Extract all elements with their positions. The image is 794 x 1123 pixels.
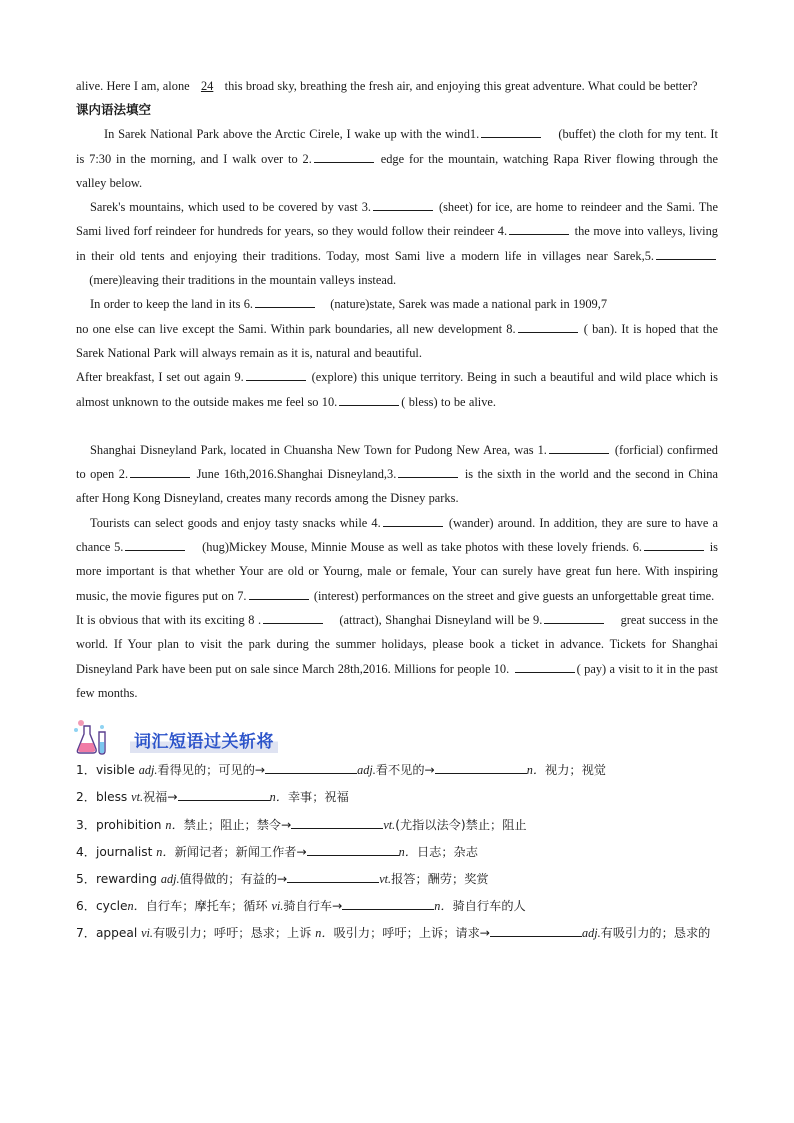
vocab-item-3: 3．prohibition n．禁止；阻止；禁令→ vt.(尤指以法令)禁止；阻止 [76,812,718,839]
worksheet-page [76,74,718,948]
blank-p2-4[interactable] [383,513,443,527]
blank-1[interactable] [481,124,541,138]
vocab-blank-7[interactable] [490,923,582,937]
vocab-list [76,757,718,947]
intro-text: alive. Here I am, alone [76,79,190,93]
passage1-para2: Sarek's mountains, which used to be covered by vast 3. (sheet) for ice, are home to reindeer and the Sami. The Sami lived forf reindeer for hundreds for years, so they would follow their reindeer 4. the move into valleys, living in their old tents and enjoying their traditions. Today, most Sami live a modern life in villages near Sarek,5. (mere)leaving their traditions in the mountain valleys instead. [76,195,718,292]
blank-p2-3[interactable] [398,464,458,478]
vocab-item-1: 1．visible adj.看得见的；可见的→ adj.看不见的→ n．视力；视觉 [76,757,718,784]
vocab-item-2: 2．bless vt.祝福→ n．幸事；祝福 [76,784,718,811]
blank-6[interactable] [255,294,315,308]
blank-p2-10[interactable] [515,659,575,673]
blank-3[interactable] [373,197,433,211]
blank-p2-9[interactable] [544,610,604,624]
passage1-para4: no one else can live except the Sami. Within park boundaries, all new development 8. ( ban). It is hoped that the Sarek National Park will always remain as it is, natural and beautiful. [76,317,718,366]
chemistry-flask-icon [70,717,114,757]
section-title: 课内语法填空 [76,102,152,118]
vocab-blank-5[interactable] [287,869,379,883]
blank-4[interactable] [509,221,569,235]
vocab-blank-2[interactable] [178,787,270,801]
vocab-blank-6[interactable] [342,896,434,910]
blank-2[interactable] [314,149,374,163]
blank-p2-6[interactable] [644,537,704,551]
passage2-para2: Tourists can select goods and enjoy tasty snacks while 4. (wander) around. In addition, they are sure to have a chance 5. (hug)Mickey Mouse, Minnie Mouse as well as take photos with these lovely friends. 6. is more important is that whether Your are old or Yourng, male or female, Your can surely have great fun here. With inspiring music, the movie figures put on 7. (interest) performances on the street and give guests an unforgettable great time. [76,511,718,608]
intro-text-end: this broad sky, breathing the fresh air, and enjoying this great adventure. What could be better? [221,79,698,93]
passage1-para1: In Sarek National Park above the Arctic Cirele, I wake up with the wind1. (buffet) the cloth for my tent. It is 7:30 in the morning, and I walk over to 2. edge for the mountain, watching Rapa River flowing through the valley below. [76,122,718,195]
vocab-section-title: 词汇短语过关斩将 [130,727,278,753]
blank-8[interactable] [518,319,578,333]
vocab-blank-1a[interactable] [265,760,357,774]
passage2-para1: Shanghai Disneyland Park, located in Chuansha New Town for Pudong New Area, was 1. (forficial) confirmed to open 2. June 16th,2016.Shanghai Disneyland,3. is the sixth in the world and the second in China after Hong Kong Disneyland, creates many records among the Disney parks. [76,438,718,511]
blank-p2-2[interactable] [130,464,190,478]
vocab-blank-3[interactable] [291,815,383,829]
blank-p2-8[interactable] [263,610,323,624]
blank-10[interactable] [339,392,399,406]
blank-5[interactable] [656,246,716,260]
blank-9[interactable] [246,367,306,381]
vocab-item-7: 7．appeal vi.有吸引力；呼吁；恳求；上诉 n．吸引力；呼吁；上诉；请求→ adj.有吸引力的；恳求的 [76,920,718,947]
passage1-para5: After breakfast, I set out again 9. (explore) this unique territory. Being in such a beautiful and wild place which is almost unknown to the outside makes me feel so 10. ( bless) to be alive. [76,365,718,414]
vocab-header [76,717,718,757]
vocab-item-5: 5．rewarding adj.值得做的；有益的→ vt.报答；酬劳；奖赏 [76,866,718,893]
blank-p2-5[interactable] [125,537,185,551]
vocab-item-6: 6．cyclen．自行车；摩托车；循环 vi.骑自行车→ n．骑自行车的人 [76,893,718,920]
vocab-blank-4[interactable] [307,842,399,856]
vocab-item-4: 4．journalist n．新闻记者；新闻工作者→ n．日志；杂志 [76,839,718,866]
passage1-para3: In order to keep the land in its 6. (nature)state, Sarek was made a national park in 1909,7 [76,292,718,316]
vocab-blank-1b[interactable] [435,760,527,774]
passage2-para3: It is obvious that with its exciting 8 . (attract), Shanghai Disneyland will be 9. great success in the world. If Your plan to visit the park during the summer holidays, please book a ticket in advance. Tickets for Shanghai Disneyland Park have been put on sale since March 28th,2016. Millions for people 10. ( pay) a visit to it in the past few months. [76,608,718,705]
intro-paragraph [76,74,718,98]
blank-24: 24 [200,79,214,93]
blank-p2-7[interactable] [249,586,309,600]
blank-p2-1[interactable] [549,440,609,454]
